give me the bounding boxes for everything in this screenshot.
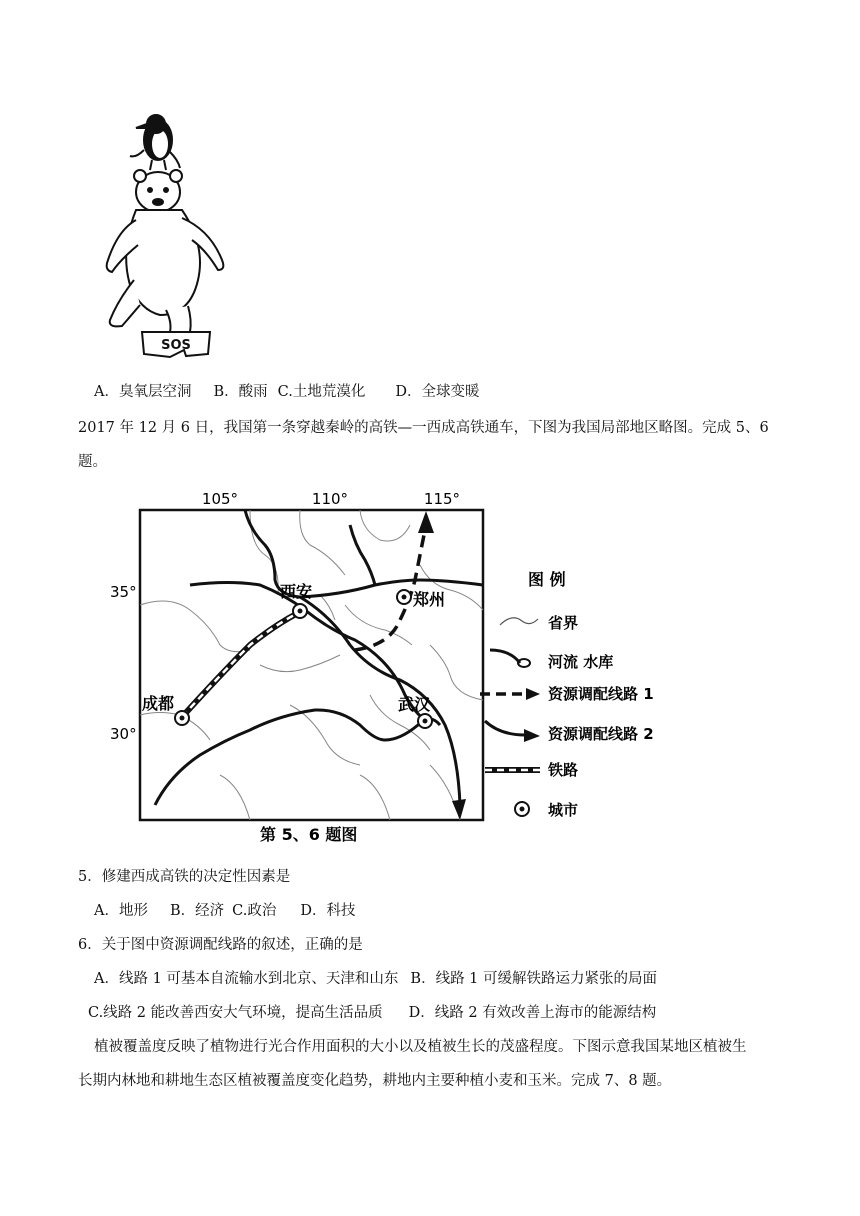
q5-option-c: C.政治 bbox=[232, 903, 277, 919]
legend-symbol-province-border bbox=[500, 618, 538, 625]
legend-symbol-route-2 bbox=[485, 721, 540, 742]
q6-options-row2 bbox=[88, 1001, 656, 1022]
city-chengdu bbox=[142, 694, 189, 725]
q5-option-d: D．科技 bbox=[300, 903, 356, 919]
legend-title: 图 例 bbox=[528, 570, 566, 589]
penguin-figure bbox=[130, 115, 180, 170]
map-legend bbox=[480, 570, 654, 819]
legend-label-river-reservoir: 河流 水库 bbox=[548, 653, 614, 671]
q6-option-b: B．线路 1 可缓解铁路运力紧张的局面 bbox=[410, 971, 658, 987]
q4-option-c: C.土地荒漠化 bbox=[277, 384, 366, 400]
city-label-wuhan: 武汉 bbox=[398, 695, 431, 714]
lat-label-35: 35° bbox=[110, 583, 137, 601]
legend-label-city: 城市 bbox=[548, 801, 579, 819]
legend-label-route-1: 资源调配线路 1 bbox=[548, 685, 654, 703]
province-borders bbox=[140, 510, 483, 820]
city-label-xian: 西安 bbox=[280, 582, 313, 601]
resource-route-2 bbox=[300, 597, 466, 820]
intro-78-line2: 长期内林地和耕地生态区植被覆盖度变化趋势，耕地内主要种植小麦和玉米。完成 7、8 题。 bbox=[78, 1073, 672, 1089]
city-wuhan bbox=[398, 695, 432, 728]
lon-label-105: 105° bbox=[201, 490, 239, 508]
city-label-chengdu: 成都 bbox=[142, 694, 175, 713]
q5-options bbox=[94, 899, 355, 920]
map-caption: 第 5、6 题图 bbox=[260, 825, 358, 844]
legend-label-province-border: 省界 bbox=[548, 614, 579, 632]
polar-bear-penguin-illustration bbox=[100, 110, 250, 360]
legend-symbol-river-reservoir bbox=[490, 650, 530, 667]
q4-option-d: D．全球变暖 bbox=[395, 384, 480, 400]
lat-label-30: 30° bbox=[110, 725, 137, 743]
polar-bear-figure bbox=[107, 170, 224, 332]
city-label-zhengzhou: 郑州 bbox=[413, 590, 446, 609]
q6-options-row1 bbox=[94, 967, 657, 988]
sos-text: SOS bbox=[161, 338, 191, 353]
q6-stem: 6．关于图中资源调配线路的叙述，正确的是 bbox=[78, 937, 363, 953]
q6-option-d: D．线路 2 有效改善上海市的能源结构 bbox=[408, 1005, 657, 1021]
regional-map bbox=[100, 485, 700, 855]
legend-label-route-2: 资源调配线路 2 bbox=[548, 725, 654, 743]
railway-line bbox=[182, 613, 298, 717]
q4-option-b: B．酸雨 bbox=[213, 384, 268, 400]
city-zhengzhou bbox=[397, 590, 445, 609]
q4-option-a: A．臭氧层空洞 bbox=[94, 384, 192, 400]
rivers bbox=[155, 510, 483, 805]
legend-symbol-route-1 bbox=[480, 688, 540, 700]
intro-56-line2: 题。 bbox=[78, 454, 107, 470]
q5-option-a: A．地形 bbox=[94, 903, 148, 919]
legend-symbol-city bbox=[515, 802, 529, 816]
q5-stem: 5．修建西成高铁的决定性因素是 bbox=[78, 869, 291, 885]
melting-ice-block bbox=[142, 332, 210, 357]
intro-78-line1: 植被覆盖度反映了植物进行光合作用面积的大小以及植被生长的茂盛程度。下图示意我国某地区植被生 bbox=[94, 1039, 747, 1055]
legend-label-railway: 铁路 bbox=[548, 761, 579, 779]
map-frame bbox=[140, 510, 483, 820]
q6-option-a: A．线路 1 可基本自流输水到北京、天津和山东 bbox=[94, 971, 399, 987]
intro-56-line1: 2017 年 12 月 6 日，我国第一条穿越秦岭的高铁—一西成高铁通车，下图为我国局部地区略图。完成 5、6 bbox=[78, 420, 769, 436]
q5-option-b: B．经济 bbox=[169, 903, 225, 919]
lon-label-110: 110° bbox=[311, 490, 349, 508]
q4-options bbox=[94, 380, 479, 401]
q6-option-c: C.线路 2 能改善西安大气环境，提高生活品质 bbox=[88, 1005, 383, 1021]
lon-label-115: 115° bbox=[423, 490, 461, 508]
city-xian bbox=[280, 582, 312, 618]
